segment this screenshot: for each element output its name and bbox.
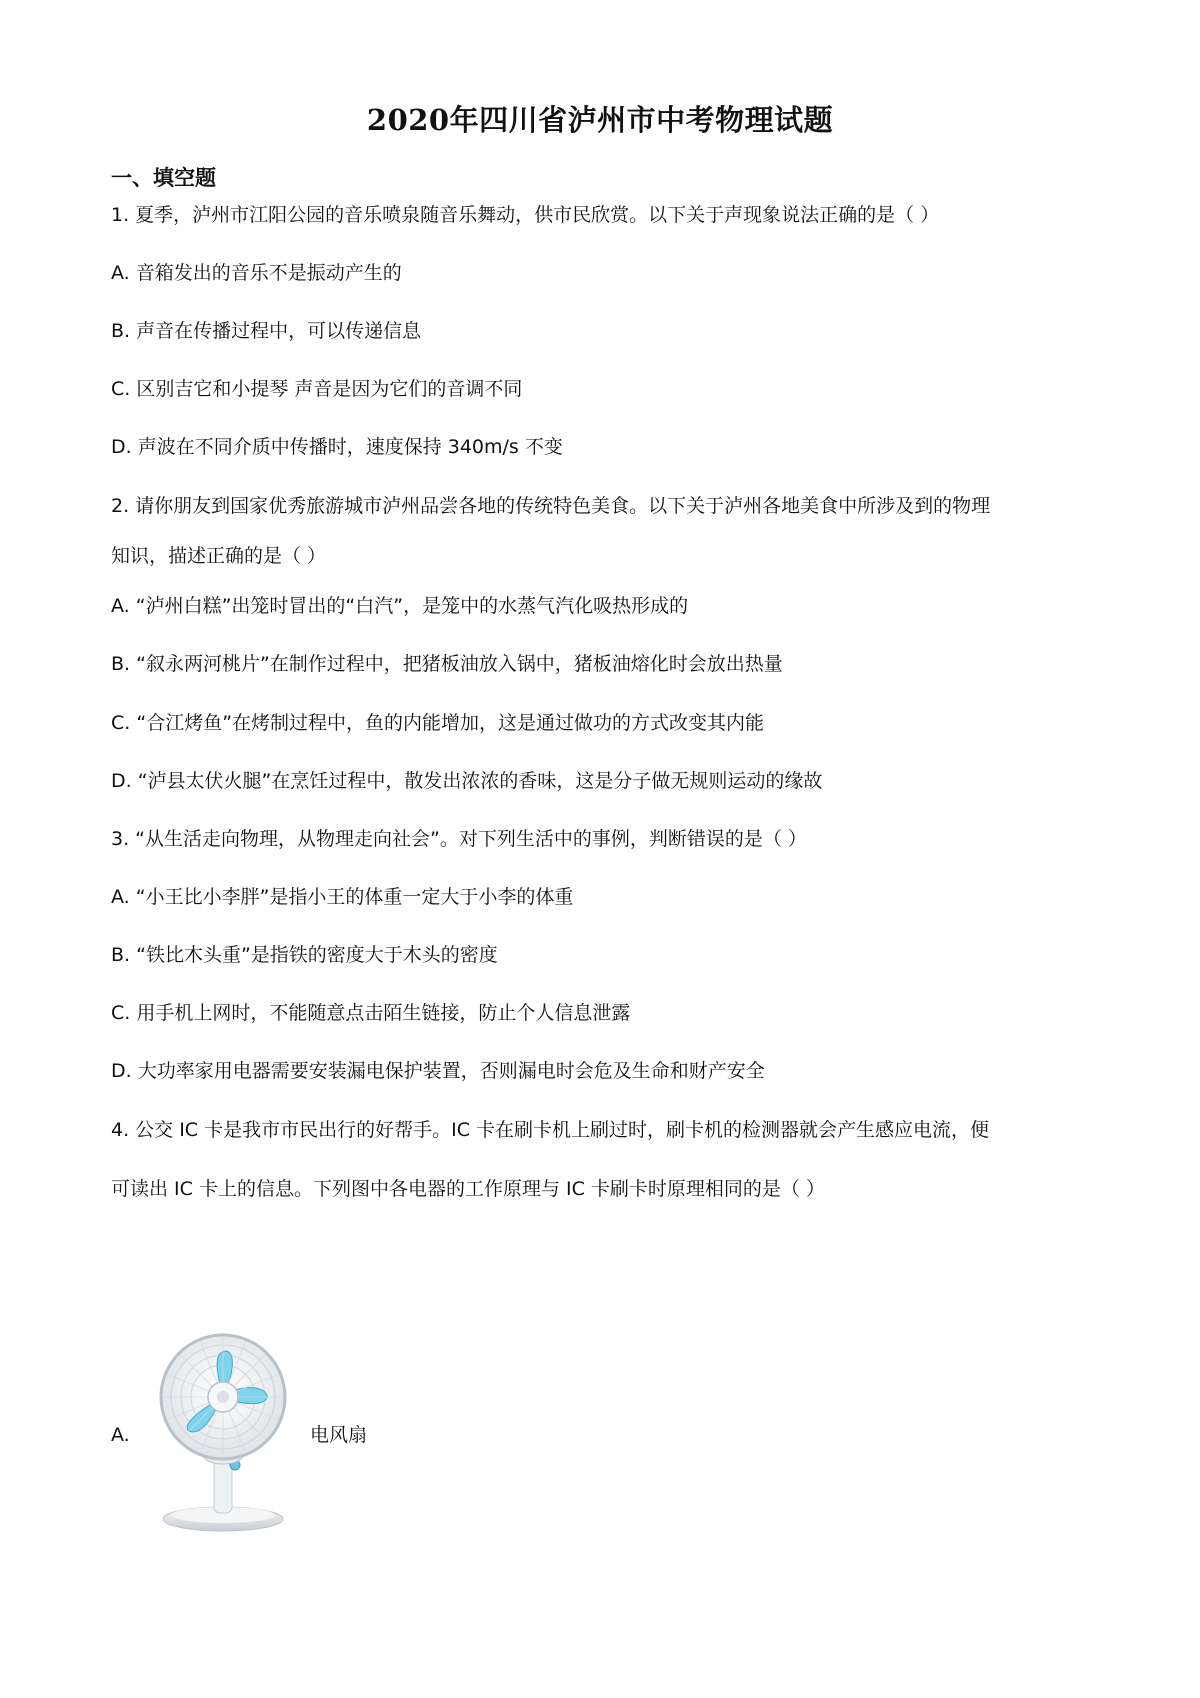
question-3-option-b[interactable]: B. “铁比木头重”是指铁的密度大于木头的密度 bbox=[111, 944, 498, 966]
question-2-option-d[interactable]: D. “泸县太伏火腿”在烹饪过程中，散发出浓浓的香味，这是分子做无规则运动的缘故 bbox=[111, 770, 823, 792]
question-3-stem: 3. “从生活走向物理，从物理走向社会”。对下列生活中的事例，判断错误的是（ ） bbox=[111, 828, 807, 850]
question-3-option-d[interactable]: D. 大功率家用电器需要安装漏电保护装置，否则漏电时会危及生命和财产安全 bbox=[111, 1060, 765, 1082]
question-1-option-a[interactable]: A. 音箱发出的音乐不是振动产生的 bbox=[111, 262, 402, 284]
question-4-stem-line-1: 4. 公交 IC 卡是我市市民出行的好帮手。IC 卡在刷卡机上刷过时，刷卡机的检测器就会产生感应电流，便 bbox=[111, 1119, 990, 1141]
question-1-option-c[interactable]: C. 区别吉它和小提琴 声音是因为它们的音调不同 bbox=[111, 378, 523, 400]
question-2-option-a[interactable]: A. “泸州白糕”出笼时冒出的“白汽”，是笼中的水蒸气汽化吸热形成的 bbox=[111, 595, 689, 617]
question-4-stem-line-2: 可读出 IC 卡上的信息。下列图中各电器的工作原理与 IC 卡刷卡时原理相同的是（ ） bbox=[111, 1178, 825, 1200]
electric-fan-icon bbox=[149, 1333, 297, 1533]
question-3-option-a[interactable]: A. “小王比小李胖”是指小王的体重一定大于小李的体重 bbox=[111, 886, 574, 908]
question-2-stem-line-2: 知识，描述正确的是（ ） bbox=[111, 545, 327, 567]
question-2-option-c[interactable]: C. “合江烤鱼”在烤制过程中，鱼的内能增加，这是通过做功的方式改变其内能 bbox=[111, 712, 765, 734]
section-heading: 一、填空题 bbox=[111, 166, 216, 190]
question-1-stem: 1. 夏季，泸州市江阳公园的音乐喷泉随音乐舞动，供市民欣赏。以下关于声现象说法正确的是（ ） bbox=[111, 204, 940, 226]
question-4-option-a-caption: 电风扇 bbox=[310, 1424, 368, 1446]
question-4-option-a-label[interactable]: A. bbox=[111, 1424, 130, 1446]
page-title: 2020年四川省泸州市中考物理试题 bbox=[366, 103, 834, 137]
question-2-stem-line-1: 2. 请你朋友到国家优秀旅游城市泸州品尝各地的传统特色美食。以下关于泸州各地美食中所涉及到的物理 bbox=[111, 495, 991, 517]
question-1-option-d[interactable]: D. 声波在不同介质中传播时，速度保持 340m/s 不变 bbox=[111, 436, 563, 458]
question-3-option-c[interactable]: C. 用手机上网时，不能随意点击陌生链接，防止个人信息泄露 bbox=[111, 1002, 631, 1024]
question-1-option-b[interactable]: B. 声音在传播过程中，可以传递信息 bbox=[111, 320, 422, 342]
question-2-option-b[interactable]: B. “叙永两河桃片”在制作过程中，把猪板油放入锅中，猪板油熔化时会放出热量 bbox=[111, 653, 783, 675]
